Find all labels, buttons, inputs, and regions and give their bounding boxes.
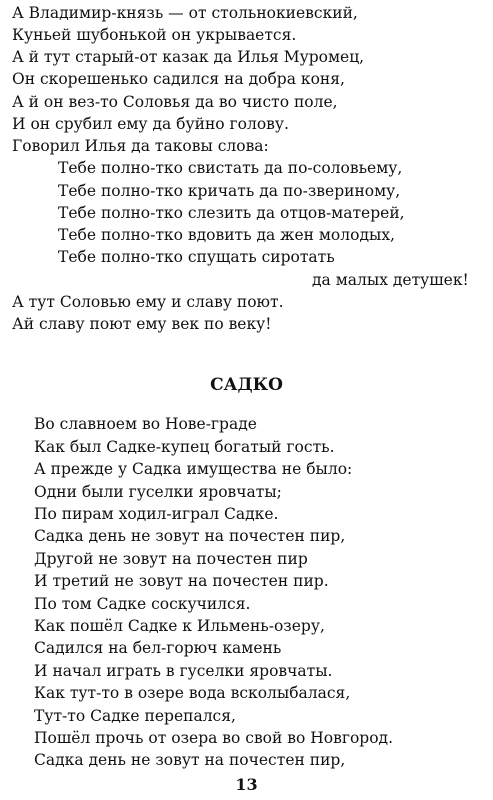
poem-line: Пошёл прочь от озера во свой во Новгород. [34,729,394,747]
poem-line: Куньей шубонькой он укрывается. [12,26,297,44]
poem-line: Он скорешенько садился на добра коня, [12,70,345,88]
poem-line: А тут Соловью ему и славу поют. [12,293,284,311]
poem-line: Тебе полно-тко слезить да отцов-матерей, [58,204,405,222]
poem-line: Тут-то Садке перепался, [34,707,236,725]
poem-line: Тебе полно-тко свистать да по-соловьему, [58,159,403,177]
poem-line: А прежде у Садка имущества не было: [34,460,353,478]
poem-line: Садился на бел-горюч камень [34,639,282,657]
poem-line: Одни были гуселки яровчаты; [34,483,282,501]
poem-line: И третий не зовут на почестен пир. [34,572,329,590]
poem-line: Тебе полно-тко вдовить да жен молодых, [58,226,395,244]
poem-line: По пирам ходил-играл Садке. [34,505,279,523]
poem-line-continuation: да малых детушек! [312,271,469,289]
poem-line: Тебе полно-тко кричать да по-звериному, [58,182,401,200]
poem-line: Как тут-то в озере вода всколыбалася, [34,684,351,702]
poem-line: Как был Садке-купец богатый гость. [34,438,335,456]
poem-line: И начал играть в гуселки яровчаты. [34,662,333,680]
poem-line: По том Садке соскучился. [34,595,251,613]
poem-line: Во славноем во Нове-граде [34,415,257,433]
poem-line: Садка день не зовут на почестен пир, [34,527,346,545]
poem-line: Говорил Илья да таковы слова: [12,137,269,155]
section-title: САДКО [210,375,283,395]
poem-line: Тебе полно-тко спущать сиротать [58,248,335,266]
poem-line: А Владимир-князь — от стольнокиевский, [12,4,358,22]
poem-line: Как пошёл Садке к Ильмень-озеру, [34,617,325,635]
poem-line: Ай славу поют ему век по веку! [12,315,272,333]
poem-line: А й он вез-то Соловья да во чисто поле, [12,93,338,111]
poem-line: Другой не зовут на почестен пир [34,550,308,568]
poem-line: Садка день не зовут на почестен пир, [34,751,346,769]
page-number: 13 [235,775,258,794]
poem-line: А й тут старый-от казак да Илья Муромец, [12,48,365,66]
poem-line: И он срубил ему да буйно голову. [12,115,289,133]
